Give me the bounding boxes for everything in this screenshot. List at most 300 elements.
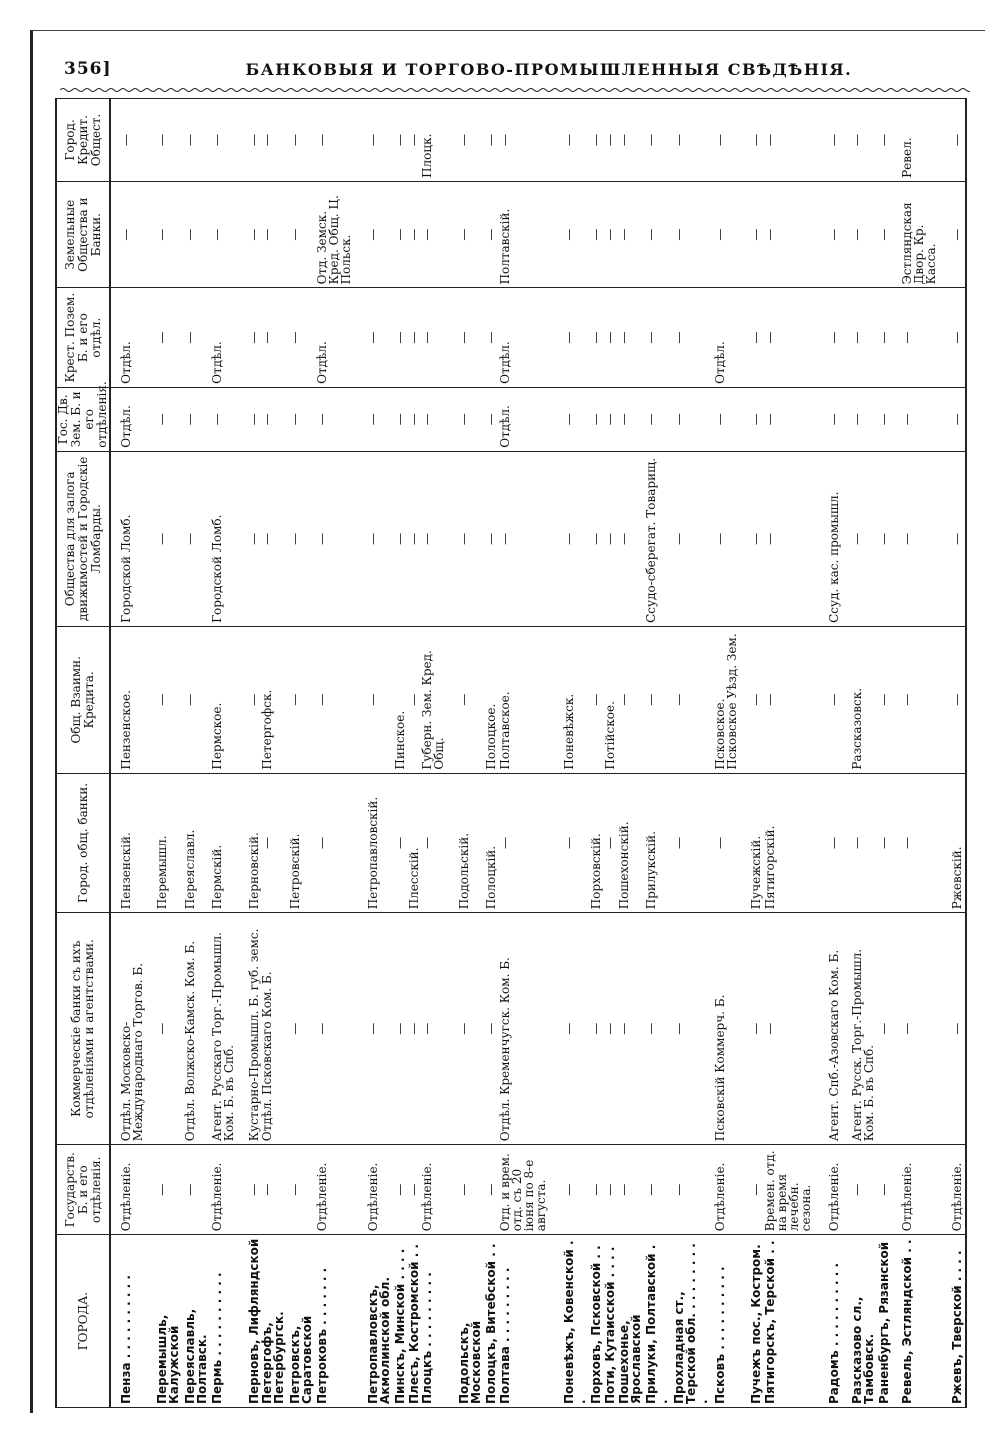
table-cell: —: [604, 913, 618, 1145]
table-cell: —: [458, 626, 485, 773]
table-cell: —: [261, 387, 288, 451]
table-cell: —: [289, 626, 316, 773]
table-cell: —: [156, 288, 183, 387]
table-cell: —: [951, 99, 966, 182]
table-row: [156, 99, 183, 1408]
column-header: Гос. Дв. Зем. Б. и его отдѣленія.: [56, 387, 110, 451]
table-cell: Отдѣл. Псковскаго Ком. Б.: [261, 913, 288, 1145]
table-row: [645, 99, 672, 1408]
table-cell: —: [645, 288, 672, 387]
city-cell: Пятигорскъ, Терской . .: [764, 1235, 819, 1408]
table-cell: Отдѣл.: [714, 288, 741, 387]
table-cell: —: [764, 181, 819, 288]
table-cell: —: [421, 181, 448, 288]
table-cell: —: [316, 387, 357, 451]
table-cell: —: [878, 387, 892, 451]
column-header: Общества для залога движимостей и Городскіе Ломбарды.: [56, 451, 110, 626]
table-cell: —: [590, 387, 604, 451]
table-cell: Отдѣл.: [120, 288, 147, 387]
table-cell: Перемышл.: [156, 773, 183, 913]
table-cell: Пермское.: [211, 626, 238, 773]
city-cell: Плесъ, Костромской . .: [408, 1235, 422, 1408]
table-cell: —: [458, 1145, 485, 1235]
table-cell: —: [261, 1145, 288, 1235]
table-cell: —: [951, 181, 966, 288]
column-header: Земельные Общества и Банки.: [56, 181, 110, 288]
table-cell: —: [673, 288, 714, 387]
table-cell: Полоцкое.: [485, 626, 499, 773]
city-cell: Полтава . . . . . . . . .: [499, 1235, 554, 1408]
table-cell: Ревел.: [901, 99, 942, 182]
table-cell: —: [211, 387, 238, 451]
table-cell: —: [184, 387, 211, 451]
table-cell: —: [645, 913, 672, 1145]
city-cell: Плоцкъ . . . . . . . . .: [421, 1235, 448, 1408]
running-title: БАНКОВЫЯ И ТОРГОВО-ПРОМЫШЛЕННЫЯ СВѢДѢНІЯ.: [245, 59, 853, 79]
city-cell: Раненбургъ, Рязанской: [878, 1235, 892, 1408]
table-row: [604, 99, 618, 1408]
table-cell: —: [156, 913, 183, 1145]
table-cell: —: [458, 387, 485, 451]
table-cell: —: [184, 1145, 211, 1235]
table-cell: —: [408, 913, 422, 1145]
table-cell: Отдѣл. Волжско-Камск. Ком. Б.: [184, 913, 211, 1145]
table-cell: —: [408, 1145, 422, 1235]
table-cell: —: [367, 387, 394, 451]
table-cell: Отдѣл. Московско-Международнаго Торгов. Б.: [120, 913, 147, 1145]
table-row: [590, 99, 604, 1408]
table-cell: —: [184, 451, 211, 626]
table-cell: —: [289, 451, 316, 626]
table-cell: —: [618, 626, 645, 773]
table-row: [951, 99, 966, 1408]
table-cell: —: [604, 288, 618, 387]
table-cell: —: [673, 181, 714, 288]
table-cell: —: [878, 1145, 892, 1235]
table-cell: —: [367, 181, 394, 288]
table-cell: —: [248, 181, 262, 288]
table-cell: —: [764, 288, 819, 387]
table-cell: —: [901, 913, 942, 1145]
table-cell: Отдѣленіе.: [951, 1145, 966, 1235]
table-cell: —: [458, 99, 485, 182]
table-cell: —: [750, 1145, 764, 1235]
table-cell: —: [408, 99, 422, 182]
table-row: [421, 99, 448, 1408]
table-cell: Отдѣленіе.: [901, 1145, 942, 1235]
bank-table: [55, 98, 967, 1408]
running-header: [64, 54, 964, 84]
table-cell: —: [184, 181, 211, 288]
table-cell: —: [367, 288, 394, 387]
table-cell: —: [714, 181, 741, 288]
table-cell: Отдѣленіе.: [714, 1145, 741, 1235]
city-cell: Пинскъ, Минской . . . .: [394, 1235, 408, 1408]
table-cell: —: [590, 181, 604, 288]
table-row: [458, 99, 485, 1408]
table-cell: —: [673, 99, 714, 182]
table-cell: —: [604, 181, 618, 288]
city-cell: Радомъ . . . . . . . . . .: [828, 1235, 842, 1408]
table-cell: —: [458, 451, 485, 626]
table-row: [394, 99, 408, 1408]
table-cell: —: [394, 288, 408, 387]
table-cell: —: [563, 1145, 590, 1235]
city-cell: Прохладная ст., Терской обл. . . . . . . . . .: [673, 1235, 714, 1408]
table-cell: —: [408, 626, 422, 773]
rotated-table-frame: [55, 98, 967, 1408]
group-spacer: [741, 99, 750, 1408]
table-cell: —: [289, 99, 316, 182]
table-cell: —: [421, 913, 448, 1145]
table-cell: —: [156, 387, 183, 451]
table-cell: —: [590, 626, 604, 773]
table-cell: —: [828, 288, 842, 387]
table-row: [618, 99, 645, 1408]
table-cell: Псковскій Коммерч. Б.: [714, 913, 741, 1145]
table-cell: Пятигорскій.: [764, 773, 819, 913]
table-cell: —: [645, 99, 672, 182]
table-cell: —: [156, 181, 183, 288]
table-cell: —: [261, 288, 288, 387]
table-cell: —: [750, 387, 764, 451]
table-cell: —: [604, 773, 618, 913]
table-cell: —: [408, 451, 422, 626]
table-cell: Порховскій.: [590, 773, 604, 913]
table-cell: Переяславл.: [184, 773, 211, 913]
table-row: [485, 99, 499, 1408]
table-cell: —: [485, 181, 499, 288]
table-cell: —: [951, 451, 966, 626]
table-cell: —: [618, 451, 645, 626]
table-cell: —: [316, 99, 357, 182]
table-cell: Отдѣленіе.: [367, 1145, 394, 1235]
table-cell: —: [184, 99, 211, 182]
table-cell: —: [590, 1145, 604, 1235]
city-cell: Петропавловскъ, Акмолинской обл.: [367, 1235, 394, 1408]
city-cell: Пучежъ пос., Костром.: [750, 1235, 764, 1408]
table-cell: —: [714, 387, 741, 451]
city-cell: Подольскъ, Московской: [458, 1235, 485, 1408]
table-cell: —: [618, 181, 645, 288]
table-cell: Петропавловскій.: [367, 773, 394, 913]
city-cell: Разсказово сл., Тамбовск.: [851, 1235, 878, 1408]
table-cell: —: [156, 1145, 183, 1235]
group-spacer: [239, 99, 248, 1408]
table-cell: Пучежскій.: [750, 773, 764, 913]
table-cell: —: [367, 451, 394, 626]
table-row: [120, 99, 147, 1408]
group-spacer: [147, 99, 156, 1408]
table-cell: —: [951, 626, 966, 773]
table-cell: —: [851, 99, 878, 182]
table-cell: —: [714, 773, 741, 913]
city-cell: Пошехонье, Ярославской: [618, 1235, 645, 1408]
table-cell: Прилукскій.: [645, 773, 672, 913]
city-cell: Петергофъ, Петербургск.: [261, 1235, 288, 1408]
column-header: ГОРОДА.: [56, 1235, 110, 1408]
table-cell: —: [316, 451, 357, 626]
table-cell: —: [673, 1145, 714, 1235]
table-cell: —: [499, 451, 554, 626]
table-cell: —: [485, 1145, 499, 1235]
table-cell: —: [618, 387, 645, 451]
table-cell: —: [750, 181, 764, 288]
table-cell: —: [120, 181, 147, 288]
table-cell: —: [673, 387, 714, 451]
table-cell: —: [951, 913, 966, 1145]
table-cell: —: [618, 99, 645, 182]
table-cell: —: [499, 99, 554, 182]
table-cell: —: [828, 181, 842, 288]
table-cell: —: [563, 181, 590, 288]
table-row: [563, 99, 590, 1408]
table-row: [901, 99, 942, 1408]
table-cell: —: [485, 913, 499, 1145]
table-cell: Городской Ломб.: [211, 451, 238, 626]
table-cell: —: [563, 773, 590, 913]
table-cell: Губерн. Зем. Кред. Общ.: [421, 626, 448, 773]
table-row: [828, 99, 842, 1408]
table-cell: —: [394, 773, 408, 913]
table-cell: —: [714, 451, 741, 626]
table-cell: —: [618, 1145, 645, 1235]
table-cell: —: [394, 451, 408, 626]
table-cell: —: [901, 626, 942, 773]
wavy-rule: [60, 86, 970, 94]
table-cell: —: [248, 99, 262, 182]
table-cell: Агент. Спб.-Азовскаго Ком. Б.: [828, 913, 842, 1145]
city-cell: Ржевъ, Тверской . . . .: [951, 1235, 966, 1408]
city-cell: Поти, Кутаисской . . . .: [604, 1235, 618, 1408]
table-cell: —: [421, 387, 448, 451]
table-cell: —: [316, 626, 357, 773]
city-cell: Ревель, Эстляндской . .: [901, 1235, 942, 1408]
table-cell: —: [604, 451, 618, 626]
table-cell: —: [394, 181, 408, 288]
city-cell: Пенза . . . . . . . . . .: [120, 1235, 147, 1408]
column-header: Коммерческіе банки съ ихъ отдѣленіями и агентствами.: [56, 913, 110, 1145]
table-cell: Отдѣленіе.: [120, 1145, 147, 1235]
table-cell: —: [485, 99, 499, 182]
table-cell: —: [673, 773, 714, 913]
column-header: Город. Кредит. Общест.: [56, 99, 110, 182]
table-cell: Отдѣленіе.: [828, 1145, 842, 1235]
table-cell: —: [248, 1145, 262, 1235]
city-cell: Полоцкъ, Витебской . .: [485, 1235, 499, 1408]
table-cell: —: [590, 99, 604, 182]
table-cell: —: [590, 451, 604, 626]
table-cell: Отд. Земск. Кред. Общ. Ц. Польск.: [316, 181, 357, 288]
table-cell: —: [851, 181, 878, 288]
table-row: [408, 99, 422, 1408]
table-cell: Ржевскій.: [951, 773, 966, 913]
table-cell: Отдѣл.: [499, 288, 554, 387]
table-cell: —: [645, 1145, 672, 1235]
table-cell: —: [878, 99, 892, 182]
table-cell: —: [485, 451, 499, 626]
table-cell: —: [458, 181, 485, 288]
table-row: [316, 99, 357, 1408]
table-cell: —: [248, 288, 262, 387]
table-cell: —: [851, 451, 878, 626]
table-cell: —: [261, 99, 288, 182]
table-row: [750, 99, 764, 1408]
table-cell: —: [499, 773, 554, 913]
table-cell: —: [901, 288, 942, 387]
table-cell: —: [851, 1145, 878, 1235]
table-row: [261, 99, 288, 1408]
column-header: Крест. Позем. Б. и его отдѣл.: [56, 288, 110, 387]
table-cell: —: [289, 181, 316, 288]
table-cell: Отдѣленіе.: [421, 1145, 448, 1235]
table-cell: —: [673, 913, 714, 1145]
table-cell: Потійское.: [604, 626, 618, 773]
table-row: [367, 99, 394, 1408]
column-header: Общ. Взаимн. Кредита.: [56, 626, 110, 773]
table-cell: —: [750, 451, 764, 626]
table-cell: —: [563, 99, 590, 182]
table-row: [878, 99, 892, 1408]
table-cell: —: [878, 451, 892, 626]
table-cell: —: [901, 451, 942, 626]
group-spacer: [449, 99, 458, 1408]
table-cell: —: [156, 451, 183, 626]
table-cell: —: [878, 626, 892, 773]
table-row: [211, 99, 238, 1408]
table-cell: —: [590, 913, 604, 1145]
table-cell: Отдѣленіе.: [211, 1145, 238, 1235]
table-cell: —: [764, 626, 819, 773]
table-cell: Пинское.: [394, 626, 408, 773]
table-cell: —: [120, 99, 147, 182]
city-cell: Перемышль, Калужской: [156, 1235, 183, 1408]
table-cell: —: [901, 387, 942, 451]
table-cell: —: [901, 773, 942, 913]
table-cell: —: [408, 288, 422, 387]
city-cell: Поневѣжъ, Ковенской . .: [563, 1235, 590, 1408]
table-cell: Ссудо-сберегат. Товарищ.: [645, 451, 672, 626]
table-cell: —: [750, 626, 764, 773]
table-cell: —: [485, 387, 499, 451]
table-cell: Отдѣл.: [211, 288, 238, 387]
table-cell: —: [289, 288, 316, 387]
table-row: [248, 99, 262, 1408]
table-cell: —: [645, 387, 672, 451]
table-cell: Кустарно-Промышл. Б. губ. земс.: [248, 913, 262, 1145]
page-number: 356]: [64, 59, 112, 79]
table-cell: Отдѣленіе.: [316, 1145, 357, 1235]
city-cell: Перновъ, Лифляндской: [248, 1235, 262, 1408]
table-cell: —: [394, 387, 408, 451]
table-cell: —: [211, 181, 238, 288]
table-header-row: [56, 99, 110, 1408]
table-cell: —: [367, 99, 394, 182]
table-cell: —: [618, 288, 645, 387]
table-cell: —: [764, 99, 819, 182]
city-cell: Порховъ, Псковской . .: [590, 1235, 604, 1408]
table-cell: —: [367, 913, 394, 1145]
table-cell: —: [764, 387, 819, 451]
table-cell: —: [851, 288, 878, 387]
table-cell: —: [184, 626, 211, 773]
table-cell: —: [289, 387, 316, 451]
table-cell: Отдѣл.: [316, 288, 357, 387]
city-cell: Петровскъ, Саратовской: [289, 1235, 316, 1408]
table-cell: —: [458, 913, 485, 1145]
table-cell: —: [408, 181, 422, 288]
table-cell: —: [951, 387, 966, 451]
table-row: [184, 99, 211, 1408]
table-cell: —: [951, 288, 966, 387]
table-cell: —: [673, 626, 714, 773]
table-cell: —: [563, 913, 590, 1145]
table-cell: —: [289, 1145, 316, 1235]
table-row: [499, 99, 554, 1408]
table-cell: Пермскій.: [211, 773, 238, 913]
table-cell: —: [261, 773, 288, 913]
table-cell: —: [828, 773, 842, 913]
table-cell: —: [750, 288, 764, 387]
table-cell: Ссуд. кас. промышл.: [828, 451, 842, 626]
table-cell: Полоцкій.: [485, 773, 499, 913]
table-cell: —: [261, 181, 288, 288]
table-cell: —: [394, 99, 408, 182]
table-cell: Отдѣл.: [499, 387, 554, 451]
column-header: Государств. Б. и его отдѣленія.: [56, 1145, 110, 1235]
table-row: [714, 99, 741, 1408]
table-cell: Разсказовск.: [851, 626, 878, 773]
table-row: [764, 99, 819, 1408]
table-cell: —: [408, 387, 422, 451]
city-cell: Переяславль, Полтавск.: [184, 1235, 211, 1408]
table-cell: Псковское. Псковское Уѣзд. Зем.: [714, 626, 741, 773]
table-cell: —: [421, 773, 448, 913]
table-cell: —: [618, 913, 645, 1145]
column-header: Город. общ. банки.: [56, 773, 110, 913]
city-cell: Пермь . . . . . . . . . .: [211, 1235, 238, 1408]
table-cell: —: [645, 626, 672, 773]
table-cell: Пошехонскій.: [618, 773, 645, 913]
table-cell: —: [248, 451, 262, 626]
table-cell: Подольскій.: [458, 773, 485, 913]
table-cell: Поневѣжск.: [563, 626, 590, 773]
table-cell: —: [764, 913, 819, 1145]
table-cell: —: [421, 451, 448, 626]
city-cell: Прилуки, Полтавской . .: [645, 1235, 672, 1408]
table-cell: —: [458, 288, 485, 387]
table-cell: —: [289, 913, 316, 1145]
table-cell: —: [645, 181, 672, 288]
table-cell: —: [878, 288, 892, 387]
table-cell: —: [156, 99, 183, 182]
table-row: [851, 99, 878, 1408]
table-cell: Городской Ломб.: [120, 451, 147, 626]
table-row: [673, 99, 714, 1408]
table-cell: —: [828, 387, 842, 451]
table-cell: —: [563, 451, 590, 626]
table-cell: —: [604, 99, 618, 182]
table-cell: —: [714, 99, 741, 182]
table-cell: —: [248, 387, 262, 451]
table-cell: Плесскій.: [408, 773, 422, 913]
table-cell: —: [764, 451, 819, 626]
table-cell: Пензенскій.: [120, 773, 147, 913]
table-cell: —: [261, 451, 288, 626]
table-cell: —: [878, 913, 892, 1145]
table-cell: —: [156, 626, 183, 773]
table-cell: Отдѣл.: [120, 387, 147, 451]
